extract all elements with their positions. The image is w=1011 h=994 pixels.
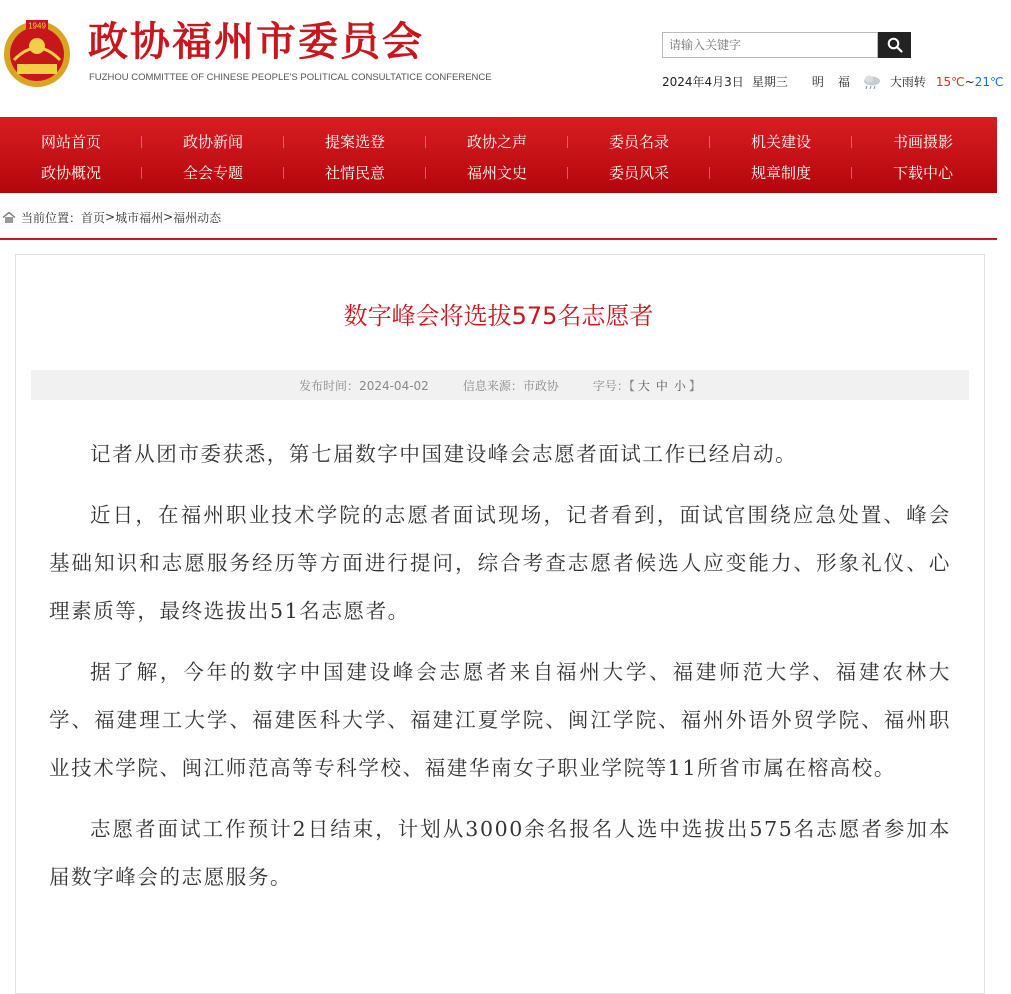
site-header (0, 0, 1004, 117)
nav-item-art-photo[interactable]: 书画摄影 (892, 133, 953, 151)
search-button[interactable] (878, 32, 911, 58)
article-paragraph: 据了解，今年的数字中国建设峰会志愿者来自福州大学、福建师范大学、福建农林大学、福建理工大学、福建医科大学、福建江夏学院、闽江学院、福州外语外贸学院、福州职业技术学院、闽江师范高等专科学校、福建华南女子职业学院等11所省市属在榕高校。 (49, 660, 951, 780)
nav-item-home[interactable]: 网站首页 (0, 127, 142, 157)
breadcrumb-city[interactable]: 城市福州 (115, 210, 164, 225)
nav-row-2 (0, 158, 997, 188)
nav-item-voice[interactable]: 政协之声 (426, 127, 568, 157)
current-weekday: 星期三 (751, 75, 788, 89)
nav-row-1 (0, 127, 997, 157)
nav-item-regulations[interactable]: 规章制度 (710, 158, 852, 188)
nav-item-plenary[interactable]: 全会专题 (142, 158, 284, 188)
nav-item-downloads[interactable]: 下载中心 (892, 164, 953, 182)
font-size-control (593, 377, 701, 394)
temperature-low: 15℃ (935, 74, 965, 89)
rain-cloud-icon (862, 74, 882, 90)
breadcrumb-separator: > (105, 210, 116, 224)
cppcc-emblem-icon (2, 14, 72, 90)
site-subtitle: FUZHOU COMMITTEE OF CHINESE PEOPLE'S POLITICAL CONSULTATICE CONFERENCE (89, 72, 492, 83)
site-title: 政协福州市委员会 (88, 18, 424, 65)
publish-date-label: 发布时间： (299, 378, 360, 393)
breadcrumb-divider (0, 238, 997, 240)
current-date: 2024年4月3日 (662, 75, 744, 89)
info-source-value: 市政协 (522, 378, 559, 393)
nav-item-history[interactable]: 福州文史 (426, 158, 568, 188)
search-icon (887, 37, 903, 53)
info-source (463, 377, 559, 394)
publish-date (299, 377, 429, 394)
breadcrumb-dynamics[interactable]: 福州动态 (173, 210, 222, 225)
font-size-bracket-close: 】 (688, 378, 701, 393)
article-body (49, 430, 951, 914)
font-size-small-button[interactable]: 小 (673, 378, 686, 393)
article-paragraph: 近日，在福州职业技术学院的志愿者面试现场，记者看到，面试官围绕应急处置、峰会基础知识和志愿服务经历等方面进行提问，综合考查志愿者候选人应变能力、形象礼仪、心理素质等，最终选拔出51名志愿者。 (49, 503, 951, 623)
temperature-separator: ~ (964, 74, 975, 89)
article-title: 数字峰会将选拔575名志愿者 (343, 302, 654, 330)
home-icon (2, 211, 16, 224)
article-paragraph: 记者从团市委获悉，第七届数字中国建设峰会志愿者面试工作已经启动。 (90, 442, 798, 466)
date-weather-row (662, 73, 1011, 90)
publish-date-value: 2024-04-02 (359, 378, 429, 393)
emblem-year: 1949 (28, 21, 46, 31)
nav-item-proposals[interactable]: 提案选登 (284, 127, 426, 157)
nav-item-overview[interactable]: 政协概况 (0, 158, 142, 188)
search-input[interactable] (662, 32, 878, 58)
font-size-label: 字号： (592, 378, 629, 393)
font-size-large-button[interactable]: 大 (637, 378, 650, 393)
weather-description: 大雨转 (889, 75, 926, 89)
breadcrumb (0, 205, 221, 229)
article-meta (31, 370, 969, 400)
nav-item-news[interactable]: 政协新闻 (142, 127, 284, 157)
article-paragraph: 志愿者面试工作预计2日结束，计划从3000余名报名人选中选拔出575名志愿者参加本届数字峰会的志愿服务。 (49, 817, 951, 889)
main-navigation (0, 117, 997, 193)
nav-item-member-list[interactable]: 委员名录 (568, 127, 710, 157)
nav-item-member-style[interactable]: 委员风采 (568, 158, 710, 188)
font-size-bracket-open: 【 (628, 378, 635, 393)
breadcrumb-separator: > (163, 210, 174, 224)
breadcrumb-home[interactable]: 首页 (81, 210, 106, 225)
font-size-medium-button[interactable]: 中 (655, 378, 668, 393)
nav-item-organ-building[interactable]: 机关建设 (710, 127, 852, 157)
nav-item-public-opinion[interactable]: 社情民意 (284, 158, 426, 188)
weather-word-2: 福 (837, 75, 850, 89)
breadcrumb-prefix: 当前位置： (21, 210, 82, 225)
temperature-high: 21℃ (974, 74, 1004, 89)
weather-word-1: 明 (811, 75, 824, 89)
info-source-label: 信息来源： (462, 378, 523, 393)
